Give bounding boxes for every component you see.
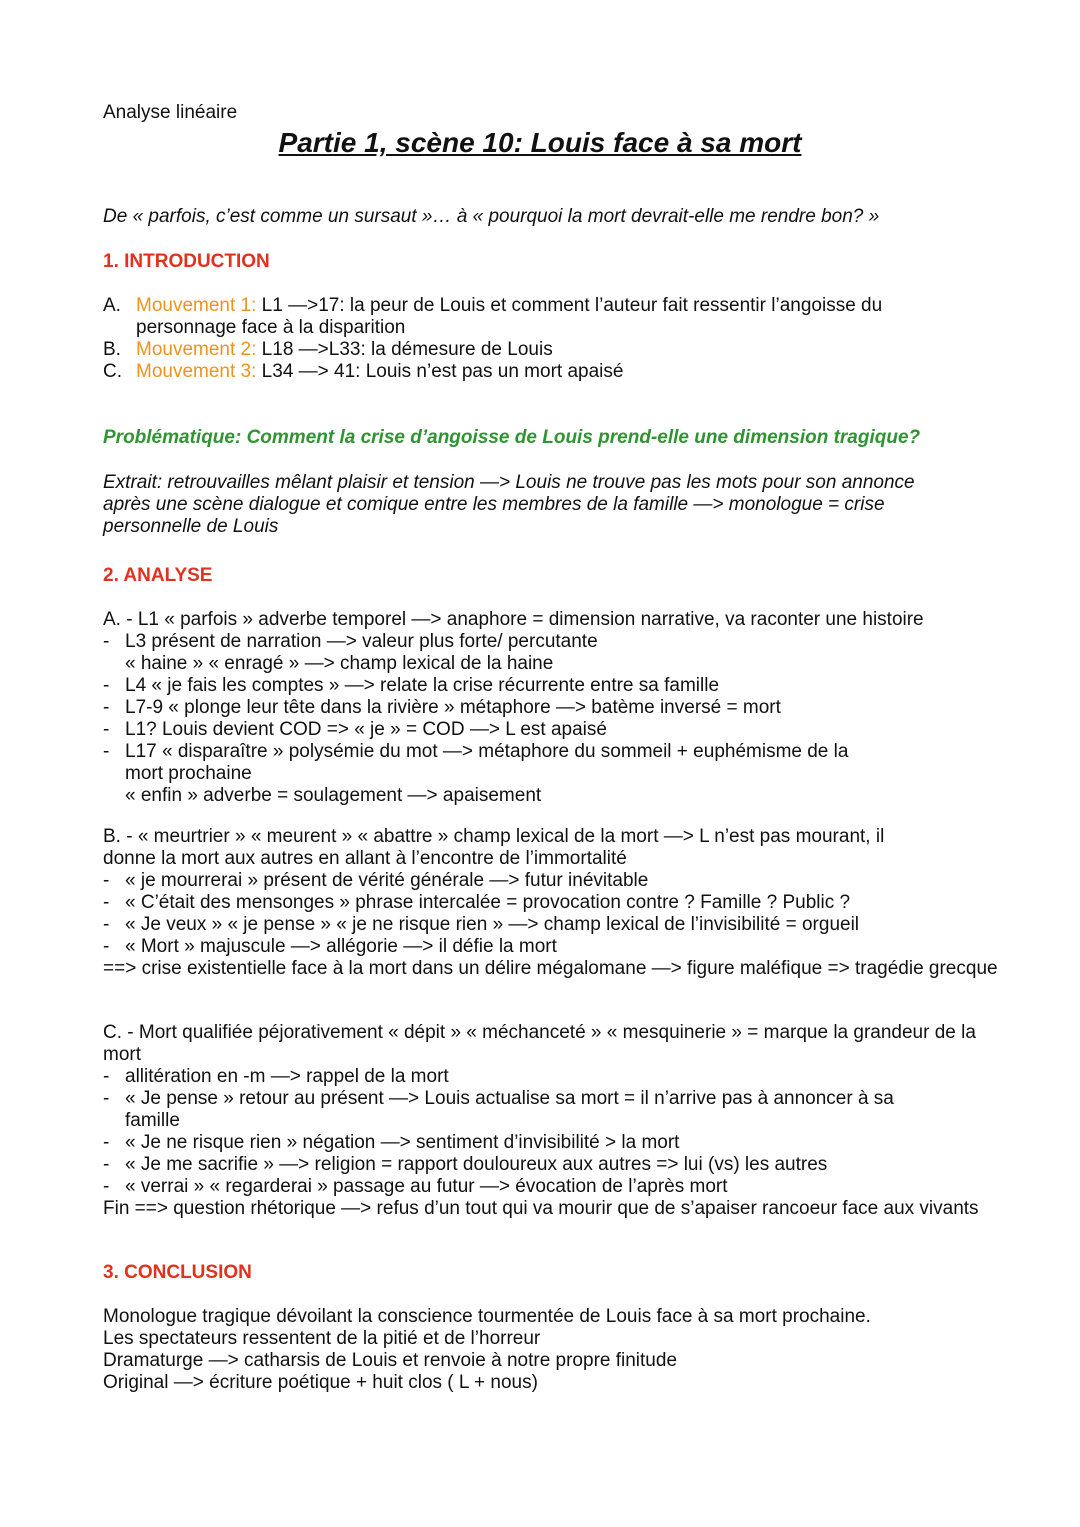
movements-list (103, 295, 940, 383)
list-item-continuation: « enfin » adverbe = soulagement —> apaisement (125, 785, 542, 806)
page-title: Partie 1, scène 10: Louis face à sa mort (278, 127, 802, 158)
document-type-label: Analyse linéaire (103, 102, 238, 123)
list-item: - « C’était des mensonges » phrase intercalée = provocation contre ? Famille ? Public ? (103, 892, 1000, 914)
section-a-first: A. - L1 « parfois » adverbe temporel —> anaphore = dimension narrative, va raconter une histoire (103, 609, 924, 630)
list-item: - L4 « je fais les comptes » —> relate la crise récurrente entre sa famille (103, 675, 1000, 697)
analyse-section-a (103, 609, 1000, 807)
problematique: Problématique: Comment la crise d’angoisse de Louis prend-elle une dimension tragique? (103, 427, 921, 448)
list-item: - « Je me sacrifie » —> religion = rapport douloureux aux autres => lui (vs) les autres (103, 1154, 1000, 1176)
movement-text: L34 —> 41: Louis n’est pas un mort apaisé (256, 361, 624, 382)
movement-label: Mouvement 1: (136, 295, 257, 316)
movement-label: Mouvement 3: (136, 361, 257, 382)
section-b-first: B. - « meurtrier » « meurent » « abattre » champ lexical de la mort —> L n’est pas mourant, il donne la mort aux autres en allant à l’encontre de l’immortalité (103, 826, 885, 869)
movement-text: L1 —>17: la peur de Louis et comment l’auteur fait ressentir l’angoisse du personnage face à la disparition (136, 295, 883, 338)
list-item: - L7-9 « plonge leur tête dans la rivière » métaphore —> batème inversé = mort (103, 697, 1000, 719)
analyse-section-b (103, 826, 1000, 980)
introduction-heading: 1. INTRODUCTION (103, 251, 270, 272)
section-c-conclusion: Fin ==> question rhétorique —> refus d’un tout qui va mourir que de s’apaiser rancoeur face aux vivants (103, 1198, 979, 1219)
list-item: - « verrai » « regarderai » passage au futur —> évocation de l’après mort (103, 1176, 1000, 1198)
movement-letter: B. (103, 339, 121, 360)
list-item: - L17 « disparaître » polysémie du mot —> métaphore du sommeil + euphémisme de la mort prochaine (103, 741, 870, 785)
list-item: - L1? Louis devient COD => « je » = COD —> L est apaisé (103, 719, 1000, 741)
list-item: - « je mourrerai » présent de vérité générale —> futur inévitable (103, 870, 1000, 892)
list-item: - « Je veux » « je pense » « je ne risque rien » —> champ lexical de l’invisibilité = orgueil (103, 914, 1000, 936)
conclusion-line: Monologue tragique dévoilant la conscience tourmentée de Louis face à sa mort prochaine. (103, 1306, 871, 1327)
list-item: - L3 présent de narration —> valeur plus forte/ percutante (103, 631, 1000, 653)
list-item: - « Je ne risque rien » négation —> sentiment d’invisibilité > la mort (103, 1132, 1000, 1154)
movement-label: Mouvement 2: (136, 339, 257, 360)
extract-summary: Extrait: retrouvailles mêlant plaisir et tension —> Louis ne trouve pas les mots pour son annonce après une scène dialogue et comique entre les membres de la famille —> monologue = crise personnelle de Louis (103, 472, 915, 537)
movement-text: L18 —>L33: la démesure de Louis (256, 339, 553, 360)
conclusion-line: Les spectateurs ressentent de la pitié et de l’horreur (103, 1328, 541, 1349)
conclusion-line: Original —> écriture poétique + huit clos ( L + nous) (103, 1372, 538, 1393)
section-c-first: C. - Mort qualifiée péjorativement « dépit » « méchanceté » « mesquinerie » = marque la grandeur de la mort (103, 1022, 976, 1065)
conclusion-line: Dramaturge —> catharsis de Louis et renvoie à notre propre finitude (103, 1350, 678, 1371)
movement-item (103, 295, 940, 339)
list-item-continuation: « haine » « enragé » —> champ lexical de la haine (125, 653, 554, 674)
analyse-heading: 2. ANALYSE (103, 565, 213, 586)
movement-letter: C. (103, 361, 122, 382)
movement-item (103, 361, 940, 383)
conclusion-body (103, 1306, 1020, 1394)
analyse-section-c (103, 1022, 1000, 1220)
list-item: - « Je pense » retour au présent —> Louis actualise sa mort = il n’arrive pas à annoncer à sa famille (103, 1088, 940, 1132)
excerpt-range: De « parfois, c’est comme un sursaut »… à « pourquoi la mort devrait-elle me rendre bon? » (103, 206, 880, 227)
list-item: - « Mort » majuscule —> allégorie —> il défie la mort (103, 936, 1000, 958)
movement-item (103, 339, 940, 361)
section-b-conclusion: ==> crise existentielle face à la mort dans un délire mégalomane —> figure maléfique => tragédie grecque (103, 958, 998, 979)
movement-letter: A. (103, 295, 121, 316)
conclusion-heading: 3. CONCLUSION (103, 1262, 252, 1283)
list-item: - allitération en -m —> rappel de la mort (103, 1066, 1000, 1088)
